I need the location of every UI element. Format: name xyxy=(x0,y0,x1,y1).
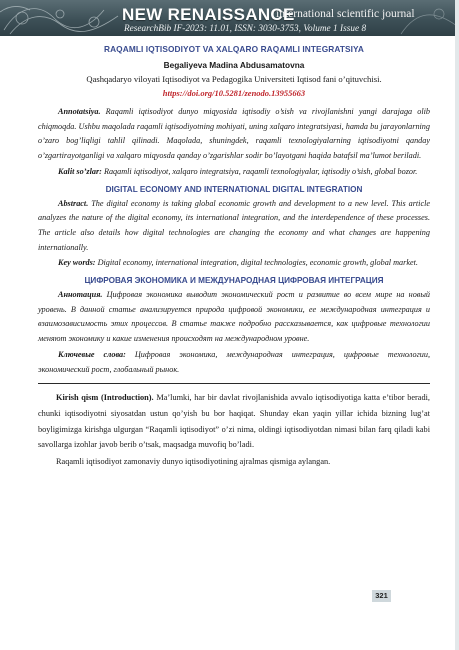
ru-keywords-label: Ключевые слова: xyxy=(58,349,126,359)
article-content xyxy=(38,44,430,470)
doi-link[interactable]: https://doi.org/10.5281/zenodo.13955663 xyxy=(162,88,306,98)
uz-abstract-text: Raqamli iqtisodiyot dunyo miqyosida iqtisodiy o’sish va rivojlanishni yangi darajaga olib chiqmoqda. Ushbu maqolada raqamli iqtisodiyotning mohiyati, uning xalqaro integratsiyasi, hamda bu jarayonlarning o’zaro bog’liqligi tahlil qilinadi. Maqolada, shuningdek, raqamli texnologiyalarning iqtisodiyotni qanday o’zgartirayotganligi va xalqaro miqyosda qanday o’zgarishlar sodir bo’layotgani haqida batafsil ma’lumot beriladi. xyxy=(38,107,430,161)
ru-abstract-label: Аннотация. xyxy=(58,290,103,300)
uz-keywords xyxy=(38,165,430,180)
journal-info: ResearchBib IF-2023: 11.01, ISSN: 3030-3753, Volume 1 Issue 8 xyxy=(124,23,367,33)
ru-abstract xyxy=(38,288,430,347)
ru-abstract-heading: ЦИФРОВАЯ ЭКОНОМИКА И МЕЖДУНАРОДНАЯ ЦИФРОВАЯ ИНТЕГРАЦИЯ xyxy=(84,276,384,286)
ornament-decoration-icon xyxy=(0,0,130,36)
section-divider xyxy=(38,383,430,384)
intro-paragraph xyxy=(38,390,430,453)
uz-abstract xyxy=(38,105,430,164)
uz-keywords-text: Raqamli iqtisodiyot, xalqaro integratsiya, raqamli texnologiyalar, iqtisodiy o’sish, global bozor. xyxy=(101,166,418,176)
intro-label: Kirish qism (Introduction). xyxy=(56,393,154,403)
en-keywords-text: Digital economy, international integration, digital technologies, economic growth, global market. xyxy=(95,258,418,268)
intro-text: Ma’lumki, har bir davlat rivojlanishida avvalo iqtisodiyotiga katta e’tibor beradi, chunki iqtisodiyotni siyosatdan ustun qo’yish bu bor haqiqat. Shunday ekan yaqin yillar ichida bizning lug’at boyligimizga kirishga ulgurgan “Raqamli iqtisodiyot” o’zi nima, oldingi iqtisodiyotdan nimasi bilan farq qiladi kabi savollarga izohlar javob berib o’tsak, maqsadga muvofiq bo’ladi. xyxy=(38,393,430,450)
en-abstract-heading: DIGITAL ECONOMY AND INTERNATIONAL DIGITAL INTEGRATION xyxy=(105,184,363,194)
journal-subtitle: international scientific journal xyxy=(276,8,415,20)
uz-keywords-label: Kalit so’zlar: xyxy=(58,166,102,176)
article-author: Begaliyeva Madina Abdusamatovna xyxy=(163,60,305,70)
journal-header-banner xyxy=(0,0,459,36)
page-number: 321 xyxy=(372,590,391,602)
en-abstract xyxy=(38,197,430,256)
author-affiliation: Qashqadaryo viloyati Iqtisodiyot va Pedagogika Universiteti Iqtisod fani o’qituvchisi. xyxy=(86,74,382,84)
uz-abstract-label: Annotatsiya. xyxy=(58,107,101,116)
journal-name: NEW RENAISSANCE xyxy=(122,5,295,24)
ru-keywords-text: Цифровая экономика, международная интеграция, цифровые технологии, экономический рост, глобальный рынок. xyxy=(38,349,430,374)
en-keywords-label: Key words: xyxy=(58,258,96,268)
article-title: RAQAMLI IQTISODIYOT VA XALQARO RAQAMLI INTEGRATSIYA xyxy=(103,44,364,54)
en-abstract-text: The digital economy is taking global economic growth and development to a new level. This article analyzes the nature of the digital economy, its international integration, and the interdependence of these processes. The article also details how digital technologies are changing the economy and what changes are happening internationally. xyxy=(38,198,430,252)
en-keywords xyxy=(38,256,430,271)
ru-keywords xyxy=(38,348,430,377)
body-paragraph-2: Raqamli iqtisodiyot zamonaviy dunyo iqtisodiyotining ajralmas qismiga aylangan. xyxy=(56,457,331,467)
right-edge-strip xyxy=(455,0,459,650)
en-abstract-label: Abstract. xyxy=(58,198,89,208)
ru-abstract-text: Цифровая экономика выводит экономический рост и развитие во всем мире на новый уровень. В данной статье анализируется природа цифровой экономики, ее международная интеграция и взаимозависимость этих процессов. В статье также подробно рассказывается, как цифровые технологии меняют экономику и какие изменения происходят на международном уровне. xyxy=(38,290,430,344)
